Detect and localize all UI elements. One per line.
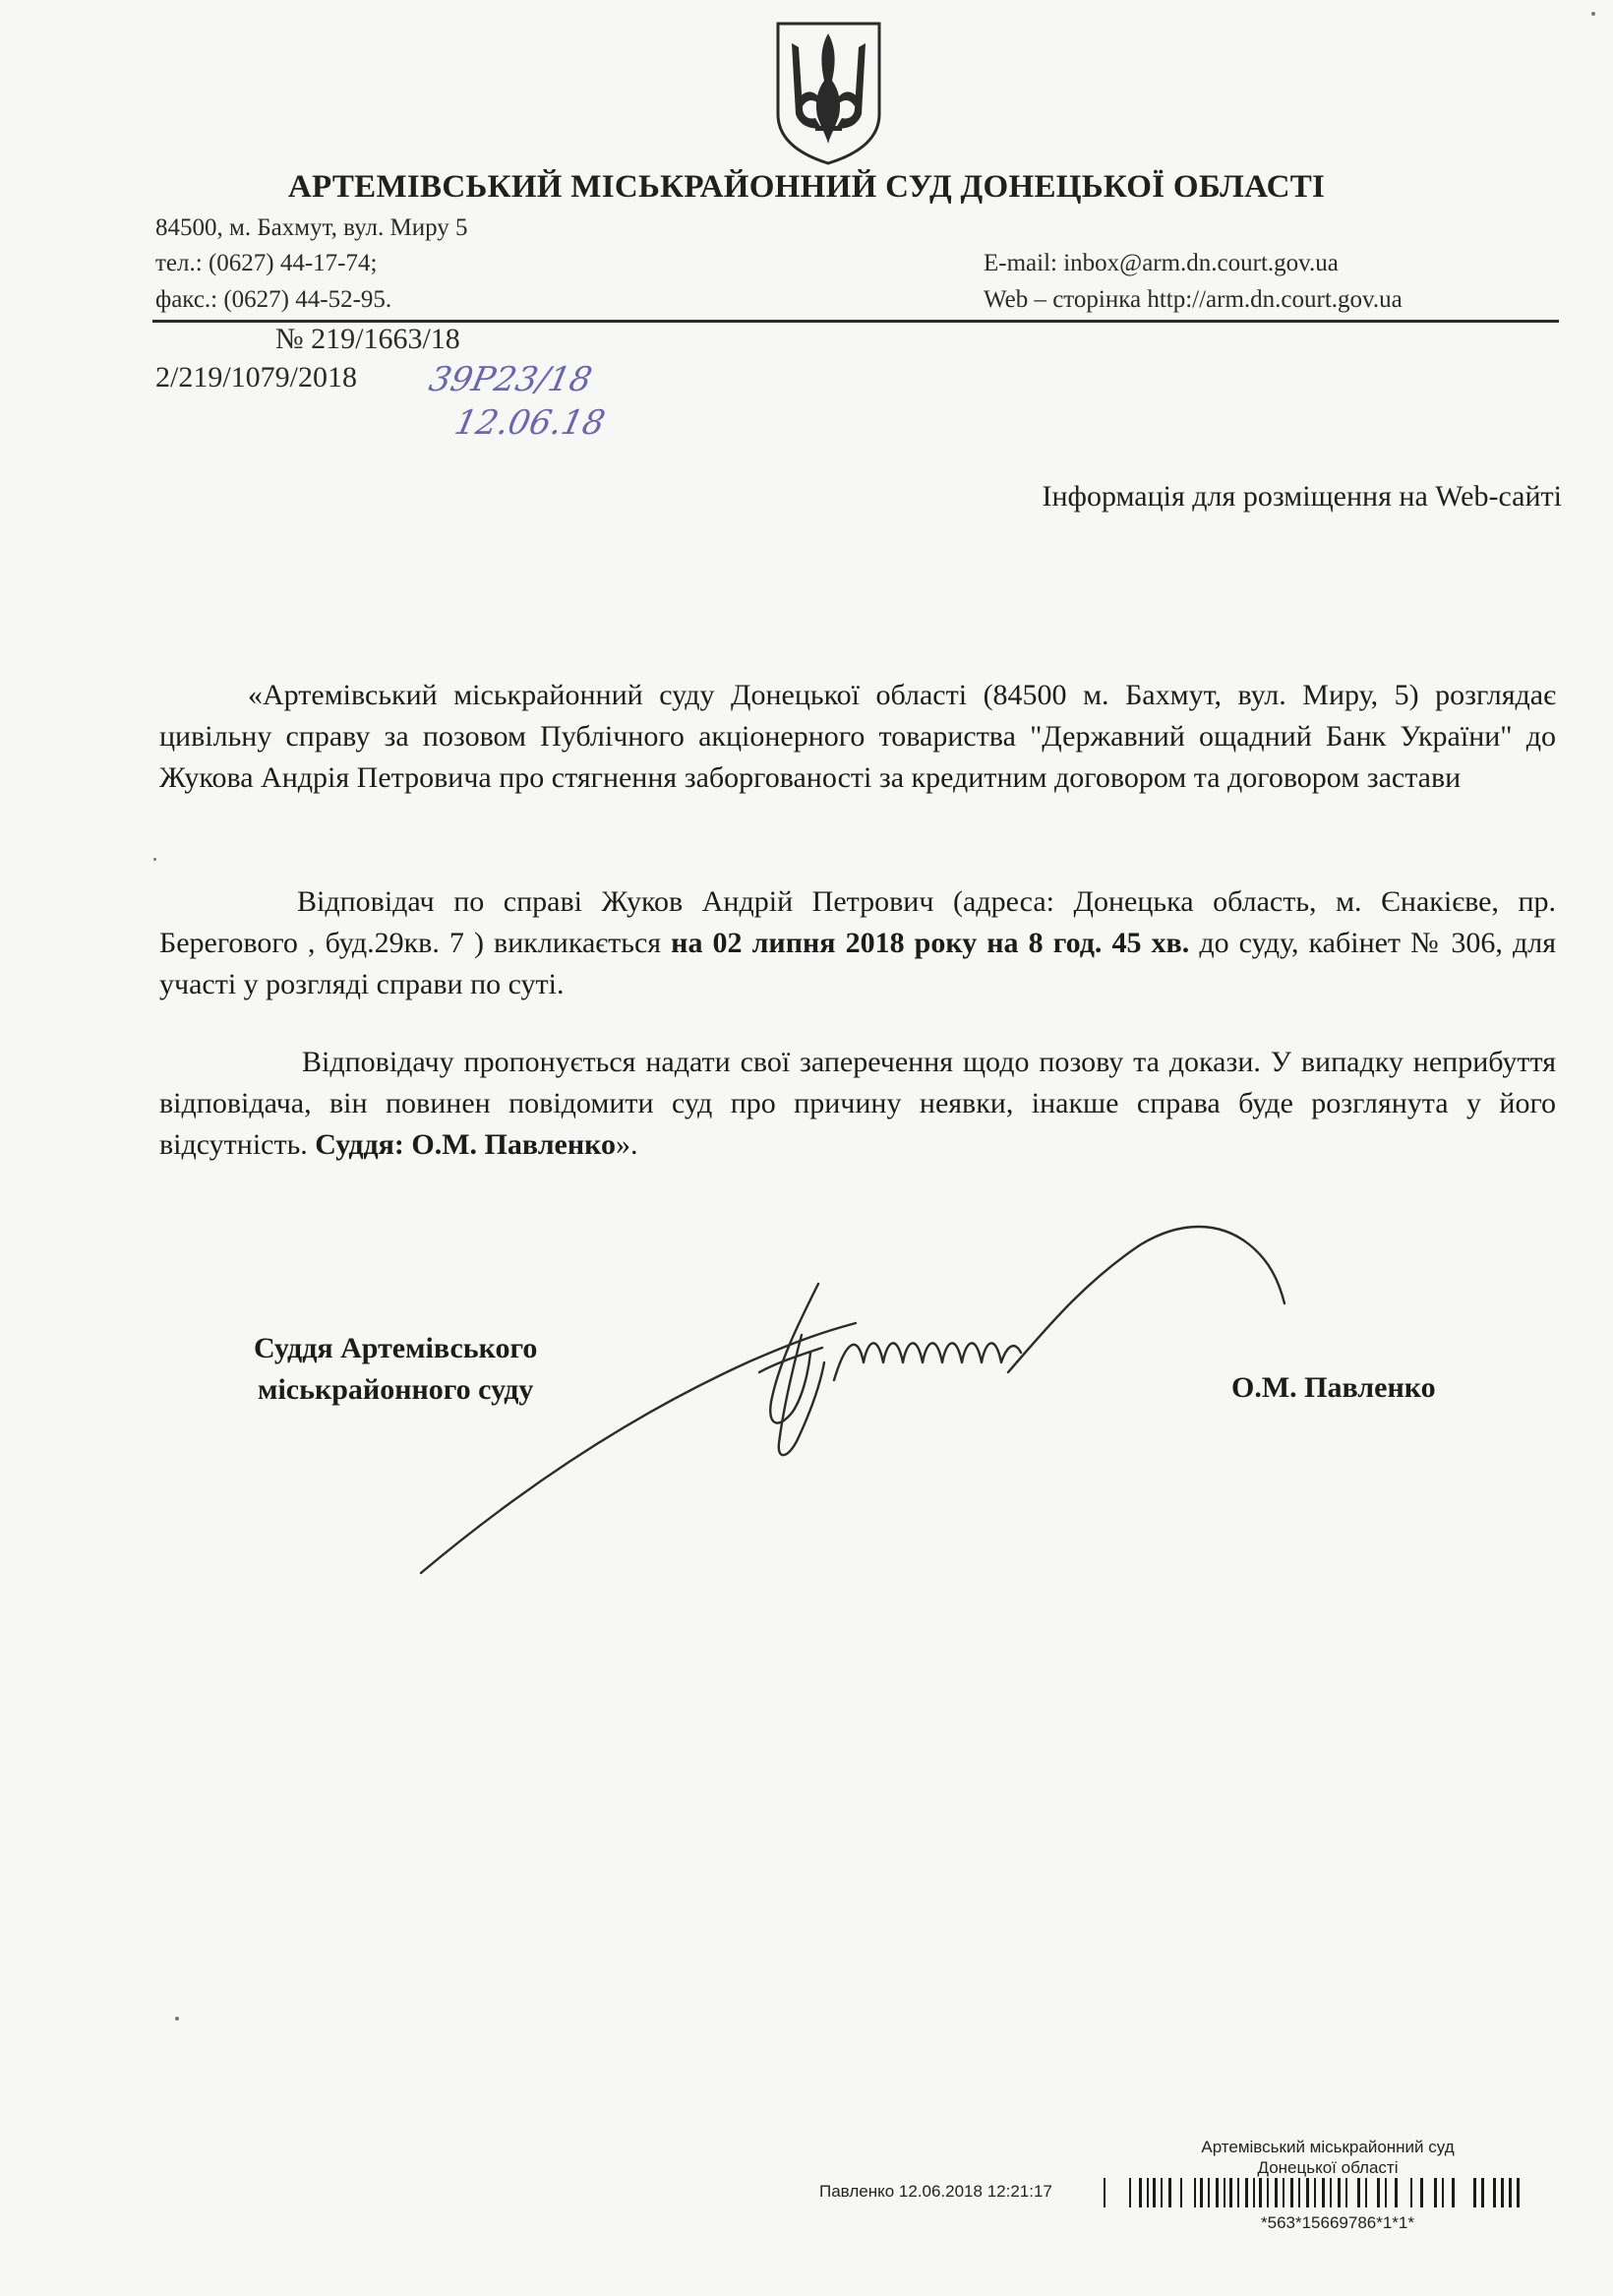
scan-speck (175, 2017, 179, 2021)
case-number: 2/219/1079/2018 (155, 361, 358, 393)
judge-reference: Суддя: О.М. Павленко (315, 1128, 617, 1161)
scan-speck (153, 858, 156, 861)
handwritten-date: 12.06.18 (450, 403, 609, 443)
coat-of-arms-emblem (772, 20, 885, 167)
summons-text-end: до суду, кабінет № 306, для участі у розгляді справи по суті. (159, 927, 1556, 1000)
court-email: E-mail: inbox@arm.dn.court.gov.ua (984, 250, 1339, 276)
court-address: 84500, м. Бахмут, вул. Миру 5 (155, 214, 468, 241)
handwritten-signature (413, 1215, 1298, 1594)
stamp-court-name (1175, 2137, 1480, 2178)
signature-title-line2: міськрайонного суду (258, 1373, 534, 1406)
court-name-heading: АРТЕМІВСЬКИЙ МІСЬКРАЙОННИЙ СУД ДОНЕЦЬКОЇ ОБЛАСТІ (287, 169, 1326, 205)
paragraph-summons (159, 881, 1556, 1005)
registration-number: № 219/1663/18 (275, 323, 460, 355)
stamp-user-timestamp: Павленко 12.06.2018 12:21:17 (819, 2182, 1052, 2201)
court-fax: факс.: (0627) 44-52-95. (155, 286, 392, 313)
scan-speck (1591, 12, 1595, 16)
instructions-text-end: ». (616, 1128, 638, 1161)
court-phone: тел.: (0627) 44-17-74; (155, 250, 378, 276)
instructions-text: Відповідачу пропонується надати свої заперечення щодо позову та докази. У випадку неприбуття відповідача, він повинен повідомити суд про причину неявки, інакше справа буде розглянута у його відсутність. (159, 1046, 1556, 1161)
barcode-number: *563*15669786*1*1* (1261, 2213, 1414, 2232)
stamp-court-line2: Донецької області (1257, 2158, 1399, 2177)
judge-name: О.М. Павленко (1231, 1371, 1436, 1404)
barcode (1100, 2178, 1572, 2207)
signature-title-line1: Суддя Артемівського (254, 1332, 538, 1364)
court-website: Web – сторінка http://arm.dn.court.gov.ua (984, 286, 1403, 313)
handwritten-reference: 39Р23/18 (425, 360, 596, 399)
paragraph-case-description: «Артемівський міськрайонний суду Донецької області (84500 м. Бахмут, вул. Миру, 5) розглядає цивільну справу за позовом Публічного акціонерного товариства "Державний ощадний Банк України" до Жукова Андрія Петровича про стягнення заборгованості за кредитним договором та договором застави (159, 679, 1556, 794)
summons-text-start: Відповідач по справі Жуков Андрій Петрович (адреса: Донецька область, м. Єнакієве, пр. Берегового , буд.29кв. 7 ) викликається (159, 885, 1556, 959)
hearing-date-time: на 02 липня 2018 року на 8 год. 45 хв. (671, 927, 1190, 959)
stamp-court-line1: Артемівський міськрайонний суд (1201, 2138, 1455, 2156)
paragraph-instructions (159, 1042, 1556, 1166)
info-heading: Інформація для розміщення на Web-сайті (1042, 480, 1562, 513)
